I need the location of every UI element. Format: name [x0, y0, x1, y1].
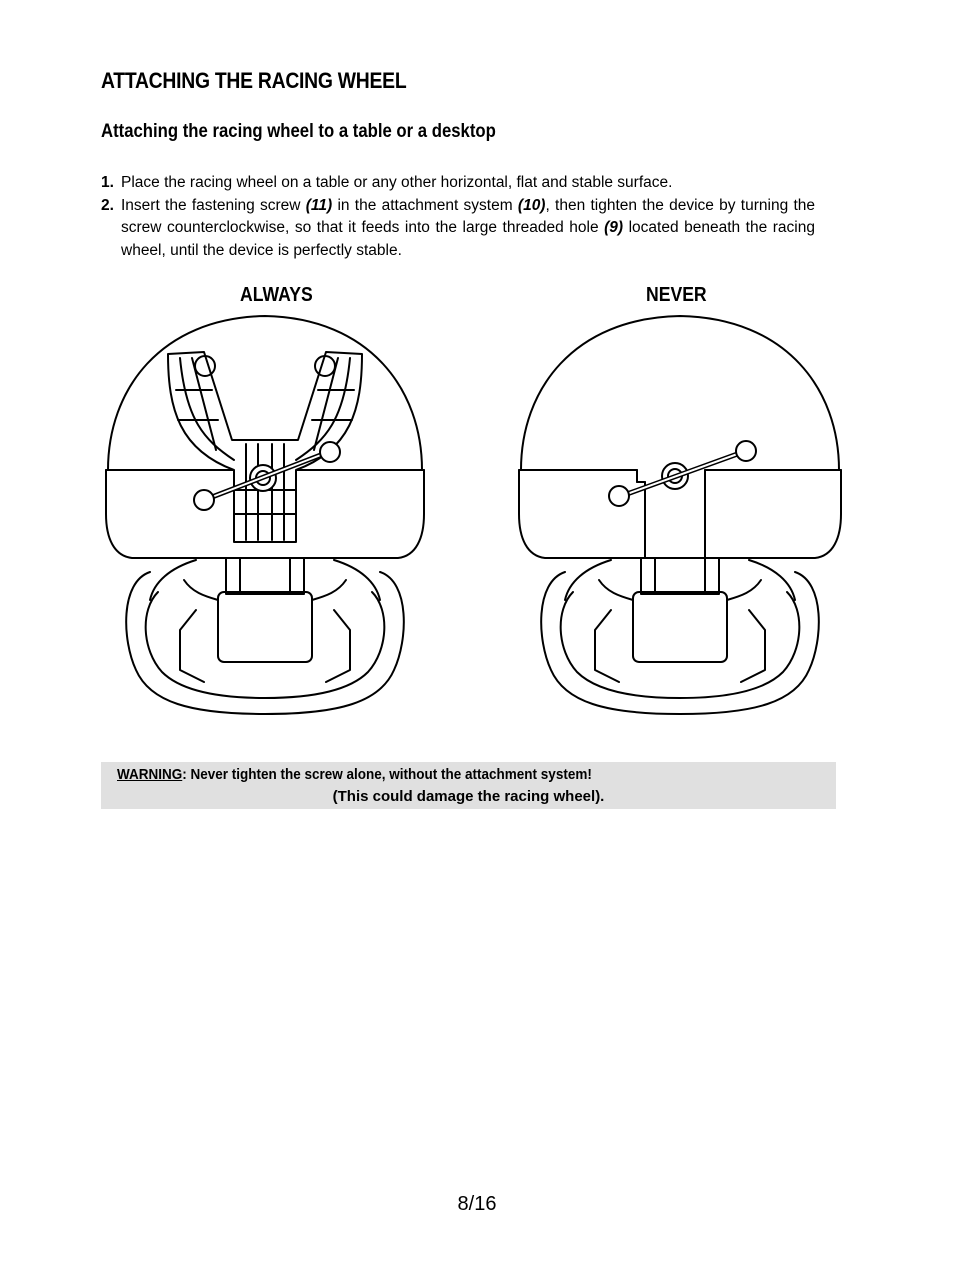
list-item — [101, 172, 815, 195]
step-number: 2. — [101, 196, 114, 214]
list-item — [101, 195, 815, 263]
always-illustration — [100, 310, 430, 720]
page-number: 8/16 — [457, 1193, 497, 1215]
warning-text: : Never tighten the screw alone, without the attachment system! — [182, 766, 592, 783]
step-text-part: in the attachment system — [332, 196, 518, 214]
never-label: NEVER — [646, 284, 707, 306]
step-text-part: , then tighten the device by turning the screw counterclockwise, so that it feeds into the large threaded hole — [121, 196, 816, 236]
part-ref-threaded-hole: (9) — [604, 219, 624, 236]
step-number: 1. — [101, 174, 114, 191]
part-ref-screw: (11) — [305, 196, 333, 214]
never-illustration — [515, 310, 845, 720]
instruction-list — [101, 172, 815, 262]
warning-box — [101, 762, 836, 809]
part-ref-attachment: (10) — [517, 196, 546, 214]
always-label: ALWAYS — [240, 284, 313, 306]
step-text: Place the racing wheel on a table or any other horizontal, flat and stable surface. — [121, 174, 673, 191]
warning-line-1 — [117, 764, 592, 786]
warning-line-2: (This could damage the racing wheel). — [332, 788, 605, 805]
section-subheading: Attaching the racing wheel to a table or a desktop — [101, 121, 496, 142]
step-text-part: located beneath the racing wheel, until the device is perfectly stable. — [121, 219, 815, 259]
warning-keyword: WARNING — [117, 766, 183, 783]
section-heading: ATTACHING THE RACING WHEEL — [101, 68, 407, 93]
step-text-part: Insert the fastening screw — [121, 196, 306, 214]
